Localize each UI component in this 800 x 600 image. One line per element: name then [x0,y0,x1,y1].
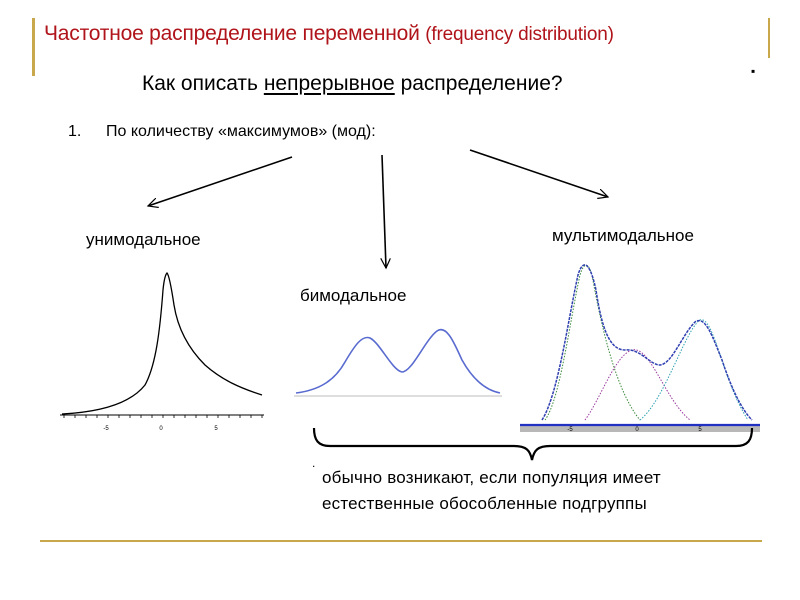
unimodal-tick-label: 5 [214,426,218,432]
multimodal-curve [542,265,752,420]
title-russian: Частотное распределение переменной [44,22,420,45]
bimodal-graph [294,330,502,396]
multimodal-graph [520,265,760,433]
label-multimodal: мультимодальное [552,226,694,245]
note-line-2: естественные обособленные подгруппы [322,494,647,513]
arrow-to-multimodal [470,150,608,197]
multimodal-tick-label: 0 [635,427,639,433]
multimodal-tick-label: 5 [698,427,702,433]
list-text: По количеству «максимумов» (мод): [106,123,376,140]
title-english: (frequency distribution) [425,24,614,45]
bimodal-curve [296,330,500,393]
stray-dot: ▪ [751,64,756,78]
list-number: 1. [68,123,82,140]
multimodal-component-1 [545,265,640,420]
unimodal-tick-label: -5 [103,426,109,432]
note-line-1: обычно возникают, если популяция имеет [322,468,661,487]
unimodal-graph [60,273,264,432]
label-unimodal: унимодальное [86,230,201,249]
arrow-to-unimodal [148,157,292,206]
unimodal-tick-label: 0 [159,426,163,432]
unimodal-curve [62,273,262,414]
note-text [322,465,661,517]
arrow-to-bimodal [382,155,386,268]
multimodal-tick-label: -5 [567,427,573,433]
grouping-brace [314,428,752,460]
question-before: Как описать [142,72,264,95]
multimodal-component-3 [640,320,748,420]
label-bimodal: бимодальное [300,286,407,305]
question-after: распределение? [394,72,563,95]
note-bullet: . [312,456,316,470]
multimodal-component-2 [585,350,690,420]
question-underlined: непрерывное [263,72,395,95]
